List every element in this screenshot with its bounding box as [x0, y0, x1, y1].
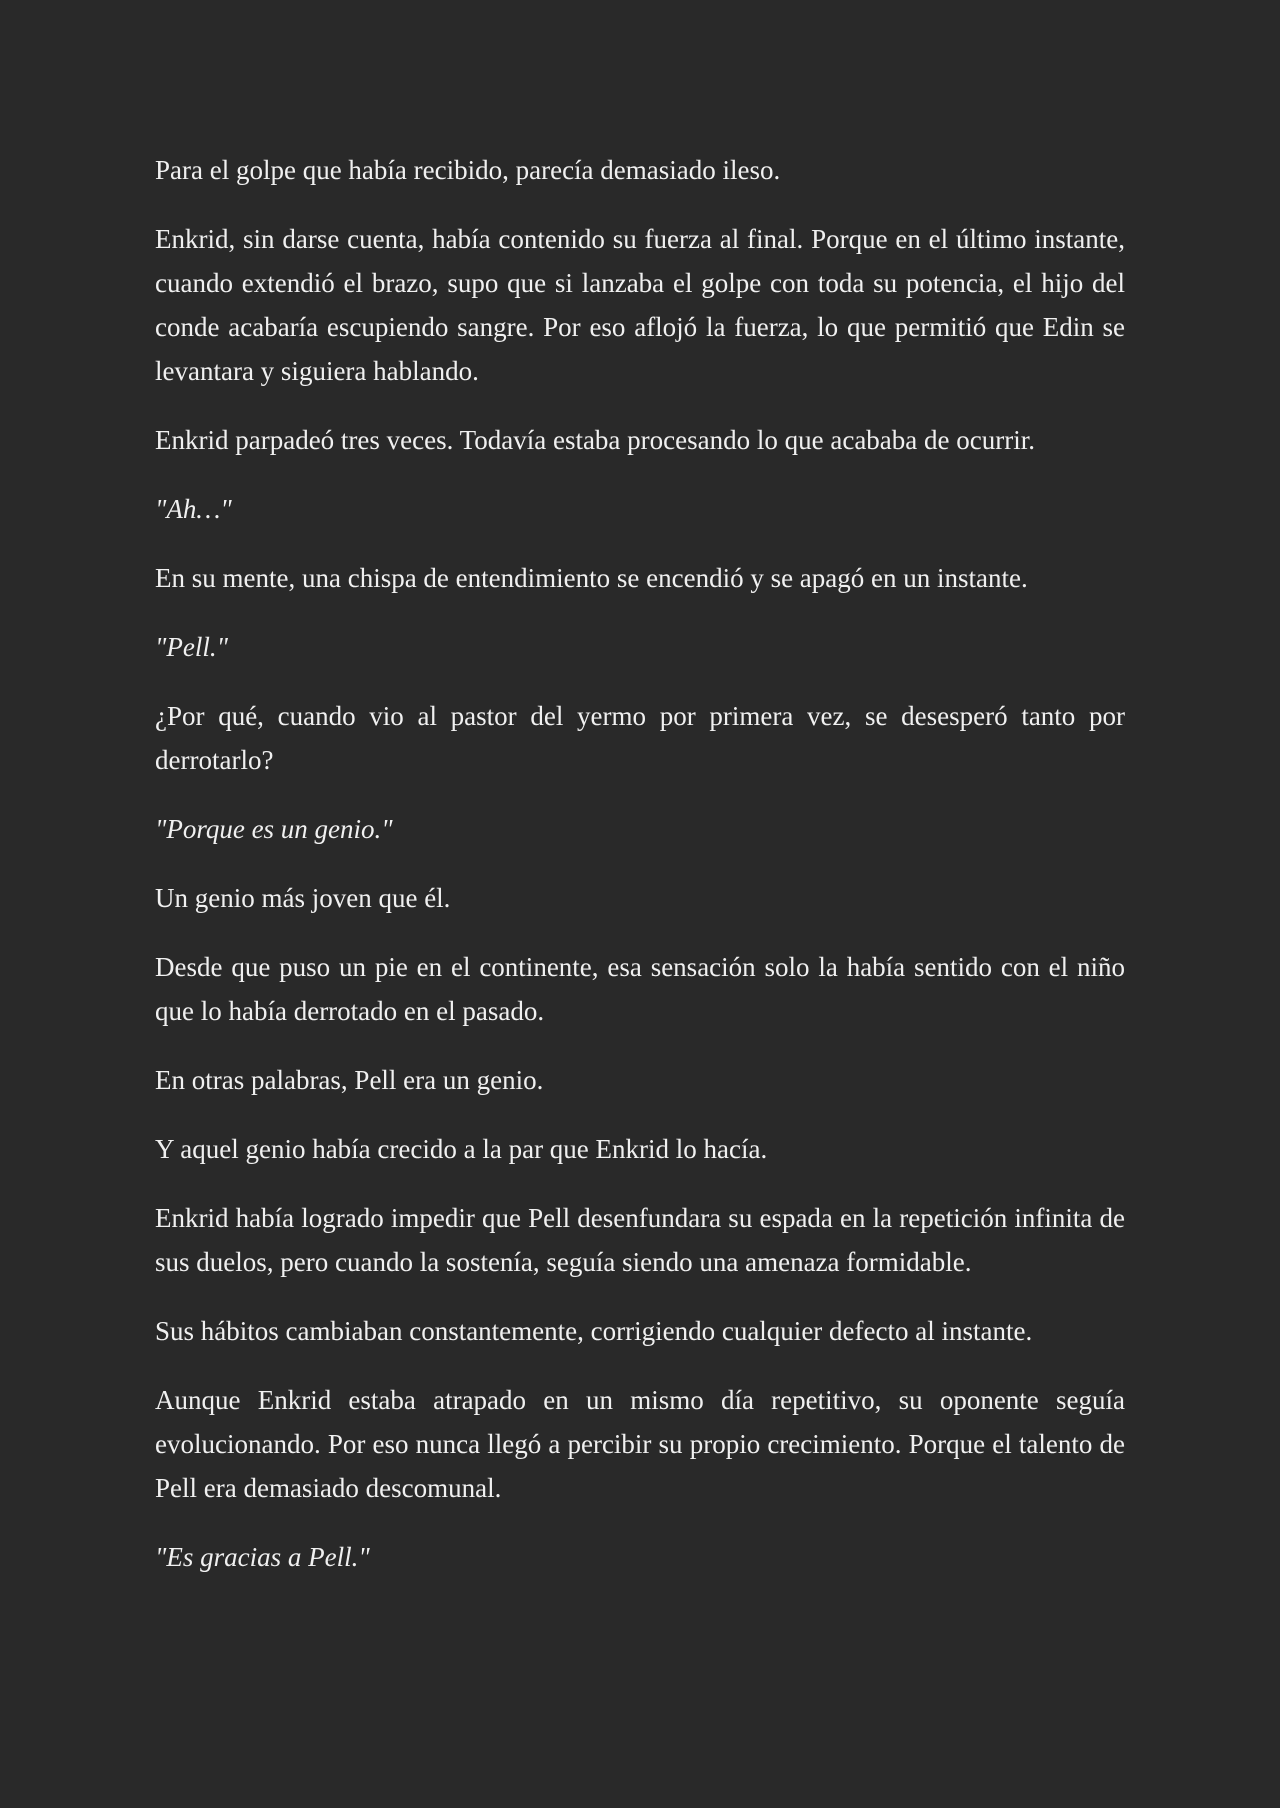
paragraph: Desde que puso un pie en el continente, esa sensación solo la había sentido con el niño que lo había derrotado en el pasado.: [155, 952, 1125, 1026]
paragraph: En su mente, una chispa de entendimiento se encendió y se apagó en un instante.: [155, 563, 1028, 593]
thought-line: "Ah…": [155, 494, 232, 524]
paragraph: Enkrid, sin darse cuenta, había contenido su fuerza al final. Porque en el último instante, cuando extendió el brazo, supo que si lanzaba el golpe con toda su potencia, el hijo del conde acabaría escupiendo sangre. Por eso aflojó la fuerza, lo que permitió que Edin se levantara y siguiera hablando.: [155, 224, 1125, 386]
paragraph: Para el golpe que había recibido, parecía demasiado ileso.: [155, 155, 781, 185]
paragraph: Un genio más joven que él.: [155, 883, 451, 913]
reading-page: [155, 148, 1125, 1604]
thought-line: "Es gracias a Pell.": [155, 1542, 370, 1572]
paragraph: Aunque Enkrid estaba atrapado en un mismo día repetitivo, su oponente seguía evolucionando. Por eso nunca llegó a percibir su propio crecimiento. Porque el talento de Pell era demasiado descomunal.: [155, 1385, 1125, 1503]
paragraph: Sus hábitos cambiaban constantemente, corrigiendo cualquier defecto al instante.: [155, 1316, 1033, 1346]
thought-line: "Porque es un genio.": [155, 814, 393, 844]
paragraph: Enkrid había logrado impedir que Pell desenfundara su espada en la repetición infinita de sus duelos, pero cuando la sostenía, seguía siendo una amenaza formidable.: [155, 1203, 1125, 1277]
paragraph: En otras palabras, Pell era un genio.: [155, 1065, 544, 1095]
paragraph: Y aquel genio había crecido a la par que Enkrid lo hacía.: [155, 1134, 768, 1164]
paragraph: Enkrid parpadeó tres veces. Todavía estaba procesando lo que acababa de ocurrir.: [155, 425, 1035, 455]
paragraph: ¿Por qué, cuando vio al pastor del yermo por primera vez, se desesperó tanto por derrotarlo?: [155, 701, 1125, 775]
thought-line: "Pell.": [155, 632, 228, 662]
